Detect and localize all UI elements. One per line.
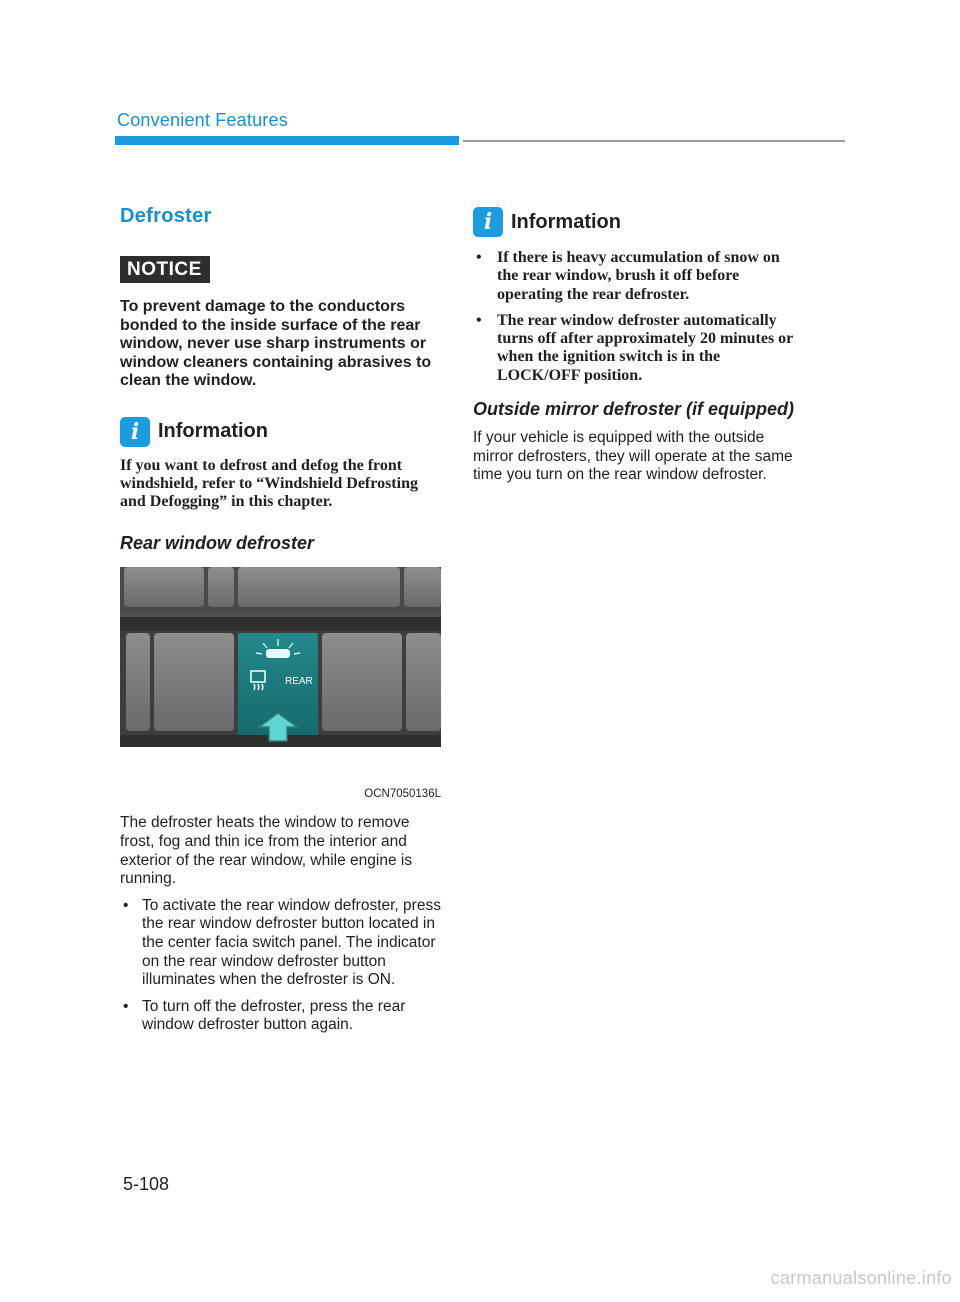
watermark: carmanualsonline.info — [770, 1268, 952, 1288]
section-heading: Defroster — [120, 205, 212, 227]
header-section-title: Convenient Features — [117, 110, 288, 130]
list-item: • To activate the rear window defroster, press the rear window defroster button located in the center facia switch panel. The indicator on the rear window defroster button illuminates when the defroster is ON. — [123, 896, 441, 989]
notice-badge: NOTICE — [120, 256, 210, 283]
info-icon: i — [473, 207, 503, 237]
right-column — [473, 207, 798, 485]
instruction-list — [120, 897, 445, 1035]
header-rule-gray — [463, 140, 845, 142]
info-bullet-list — [473, 249, 798, 385]
rear-defroster-button-photo — [120, 567, 441, 785]
subheading-rear-window-defroster: Rear window defroster — [120, 533, 315, 554]
bullet-dot: • — [476, 249, 482, 266]
list-item: • If there is heavy accumulation of snow on the rear window, brush it off before operating the rear defroster. — [476, 249, 780, 303]
bullet-dot: • — [123, 896, 129, 914]
info-text: If you want to defrost and defog the front windshield, refer to “Windshield Defrosting and Defogging” in this chapter. — [120, 456, 418, 511]
list-item: • To turn off the defroster, press the rear window defroster button again. — [123, 997, 406, 1034]
info-icon: i — [120, 417, 150, 447]
notice-text: To prevent damage to the conductors bonded to the inside surface of the rear window, never use sharp instruments or window cleaners containing abrasives to clean the window. — [120, 298, 432, 389]
figure-caption: OCN7050136L — [364, 788, 441, 801]
subheading-outside-mirror-defroster: Outside mirror defroster (if equipped) — [473, 399, 795, 420]
header-rule-blue — [115, 136, 459, 145]
info-label: Information — [158, 420, 268, 442]
info-header — [120, 417, 445, 447]
bullet-dot: • — [476, 311, 482, 329]
rear-button-label: REAR — [285, 676, 313, 688]
body-paragraph: The defroster heats the window to remove frost, fog and thin ice from the interior and exterior of the rear window, while engine is running. — [120, 814, 413, 888]
left-column — [120, 205, 445, 1043]
info-label: Information — [511, 210, 621, 233]
switch-panel-illustration — [120, 567, 441, 785]
body-paragraph: If your vehicle is equipped with the outside mirror defrosters, they will operate at the same time you turn on the rear window defroster. — [473, 429, 793, 484]
bullet-dot: • — [123, 997, 129, 1015]
info-header — [473, 207, 798, 237]
list-item: • The rear window defroster automatically turns off after approximately 20 minutes or when the ignition switch is in the LOCK/OFF position. — [476, 311, 793, 384]
page-number: 5-108 — [123, 1174, 170, 1194]
